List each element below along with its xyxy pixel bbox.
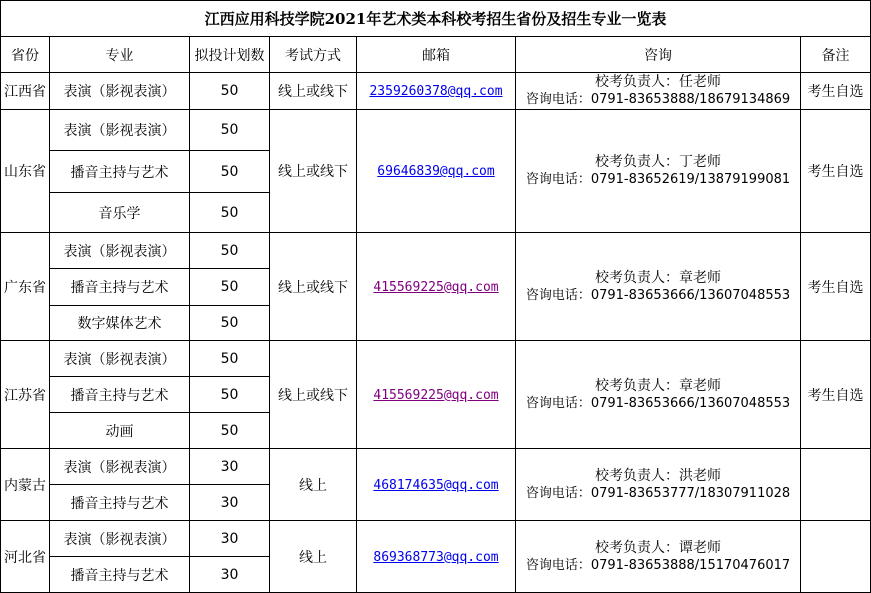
province-cell: 内蒙古 <box>1 449 50 521</box>
exam-mode-cell: 线上或线下 <box>270 110 357 233</box>
major-cell: 表演（影视表演） <box>50 110 190 151</box>
consult-cell <box>516 449 801 521</box>
header-province: 省份 <box>1 37 50 73</box>
major-cell: 播音主持与艺术 <box>50 485 190 521</box>
plan-cell: 50 <box>190 377 270 413</box>
exam-mode-cell: 线上或线下 <box>270 341 357 449</box>
plan-cell: 50 <box>190 269 270 306</box>
plan-cell: 50 <box>190 73 270 110</box>
contact-phone: 咨询电话：0791-83653666/13607048553 <box>525 287 791 303</box>
exam-mode-cell: 线上或线下 <box>270 233 357 341</box>
table-title: 江西应用科技学院2021年艺术类本科校考招生省份及招生专业一览表 <box>1 1 871 37</box>
major-cell: 音乐学 <box>50 193 190 233</box>
contact-phone: 咨询电话：0791-83653666/13607048553 <box>525 395 791 411</box>
consult-cell <box>516 521 801 593</box>
contact-person: 校考负责人：丁老师 <box>595 154 721 170</box>
consult-cell <box>516 110 801 233</box>
province-cell: 河北省 <box>1 521 50 593</box>
plan-cell: 50 <box>190 193 270 233</box>
major-cell: 动画 <box>50 413 190 449</box>
exam-mode-cell: 线上或线下 <box>270 73 357 110</box>
major-cell: 播音主持与艺术 <box>50 151 190 193</box>
contact-phone: 咨询电话：0791-83652619/13879199081 <box>525 172 791 187</box>
email-link[interactable]: 69646839@qq.com <box>377 164 495 179</box>
notes-cell: 考生自选 <box>801 73 871 110</box>
header-plan: 拟投计划数 <box>190 37 270 73</box>
contact-phone: 咨询电话：0791-83653777/18307911028 <box>525 485 791 501</box>
major-cell: 表演（影视表演） <box>50 449 190 485</box>
contact-person: 校考负责人：洪老师 <box>595 467 721 484</box>
plan-cell: 30 <box>190 485 270 521</box>
major-cell: 表演（影视表演） <box>50 521 190 557</box>
plan-cell: 50 <box>190 413 270 449</box>
plan-cell: 50 <box>190 151 270 193</box>
major-cell: 数字媒体艺术 <box>50 306 190 341</box>
contact-phone: 咨询电话：0791-83653888/18679134869 <box>525 92 791 107</box>
plan-cell: 50 <box>190 341 270 377</box>
header-major: 专业 <box>50 37 190 73</box>
header-notes: 备注 <box>801 37 871 73</box>
province-cell: 江西省 <box>1 73 50 110</box>
plan-cell: 30 <box>190 557 270 593</box>
notes-cell: 考生自选 <box>801 341 871 449</box>
notes-cell: 考生自选 <box>801 233 871 341</box>
exam-mode-cell: 线上 <box>270 449 357 521</box>
province-cell: 广东省 <box>1 233 50 341</box>
province-cell: 江苏省 <box>1 341 50 449</box>
email-link[interactable]: 415569225@qq.com <box>373 387 499 403</box>
header-exam-mode: 考试方式 <box>270 37 357 73</box>
contact-person: 校考负责人：章老师 <box>595 269 721 286</box>
consult-cell <box>516 341 801 449</box>
exam-mode-cell: 线上 <box>270 521 357 593</box>
email-link[interactable]: 869368773@qq.com <box>373 549 499 565</box>
email-link[interactable]: 415569225@qq.com <box>373 279 499 295</box>
province-cell: 山东省 <box>1 110 50 233</box>
consult-cell <box>516 73 801 110</box>
plan-cell: 30 <box>190 449 270 485</box>
notes-cell <box>801 449 871 521</box>
major-cell: 播音主持与艺术 <box>50 269 190 306</box>
email-link[interactable]: 2359260378@qq.com <box>369 84 503 99</box>
contact-person: 校考负责人：谭老师 <box>595 539 721 556</box>
consult-cell <box>516 233 801 341</box>
plan-cell: 50 <box>190 110 270 151</box>
major-cell: 表演（影视表演） <box>50 73 190 110</box>
plan-cell: 30 <box>190 521 270 557</box>
major-cell: 表演（影视表演） <box>50 233 190 269</box>
header-email: 邮箱 <box>357 37 516 73</box>
notes-cell: 考生自选 <box>801 110 871 233</box>
notes-cell <box>801 521 871 593</box>
header-consult: 咨询 <box>516 37 801 73</box>
contact-phone: 咨询电话：0791-83653888/15170476017 <box>525 557 791 573</box>
email-link[interactable]: 468174635@qq.com <box>373 477 499 493</box>
plan-cell: 50 <box>190 306 270 341</box>
contact-person: 校考负责人：章老师 <box>595 377 721 394</box>
major-cell: 播音主持与艺术 <box>50 557 190 593</box>
major-cell: 表演（影视表演） <box>50 341 190 377</box>
contact-person: 校考负责人：任老师 <box>595 74 721 90</box>
major-cell: 播音主持与艺术 <box>50 377 190 413</box>
plan-cell: 50 <box>190 233 270 269</box>
